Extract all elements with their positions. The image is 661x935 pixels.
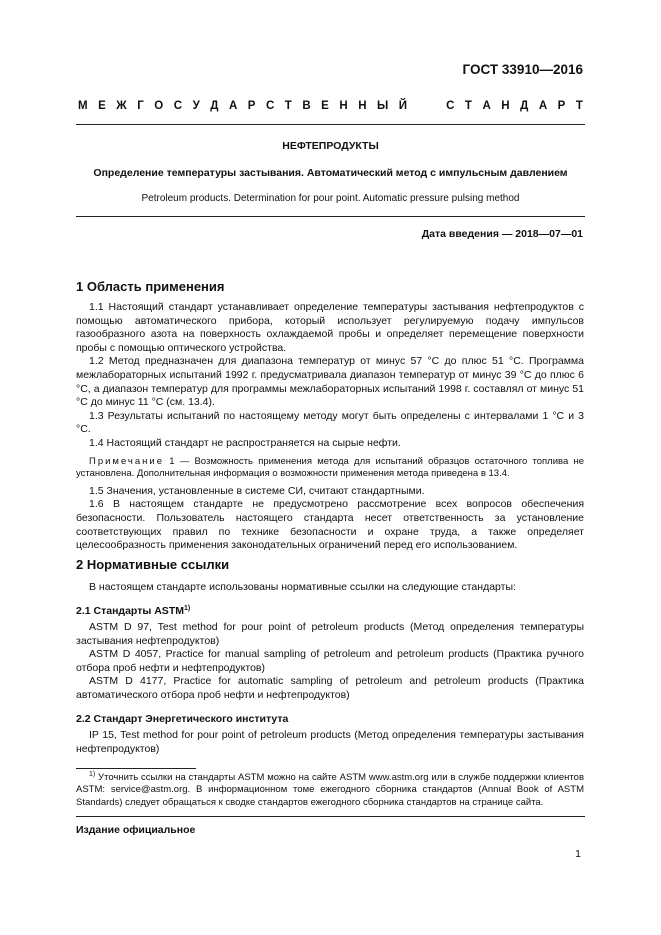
standard-banner (78, 100, 583, 112)
astm-ref-d97: ASTM D 97, Test method for pour point of petroleum products (Метод определения температуры застывания нефтепродуктов) (76, 621, 584, 647)
ip-ref-15: IP 15, Test method for pour point of petroleum products (Метод определения температуры застывания нефтепродуктов) (76, 729, 584, 755)
banner-letter: Т (464, 100, 472, 112)
paragraph-1-5: 1.5 Значения, установленные в системе СИ, считают стандартными. (89, 484, 425, 497)
footnote-ref: 1) (183, 605, 191, 612)
section-2-1-title: 2.1 Стандарты ASTM (76, 605, 184, 617)
banner-letter: В (302, 100, 311, 112)
banner-letter: Й (398, 100, 408, 112)
banner-letter: Д (210, 100, 219, 112)
banner-letter: Н (501, 100, 510, 112)
banner-letter: С (446, 100, 455, 112)
banner-letter: Н (339, 100, 348, 112)
banner-letter: У (192, 100, 200, 112)
banner-letter: О (154, 100, 164, 112)
banner-letter: Г (137, 100, 144, 112)
official-edition-label: Издание официальное (76, 824, 196, 836)
section-2-intro-text: В настоящем стандарте использованы нормативные ссылки на следующие стандарты: (89, 581, 516, 593)
astm-ref-d4057: ASTM D 4057, Practice for manual sampling of petroleum and petroleum products (Практика ручного отбора проб нефти и нефтепродуктов) (76, 648, 584, 674)
section-2-2-heading: 2.2 Стандарт Энергетического института (76, 713, 289, 725)
banner-gap (418, 100, 436, 112)
section-2-intro (76, 581, 584, 595)
paragraph-1-4: 1.4 Настоящий стандарт не распространяется на сырые нефти. (89, 436, 401, 449)
paragraph-1-1: 1.1 Настоящий стандарт устанавливает определение температуры застывания нефтепродуктов с помощью автоматического прибора, который использует регулируемую подачу импульсов газообразного азота на поверхность охлаждаемой пробы и определяет перемещение поверхности пробы с помощью оптического устройства. (76, 301, 584, 354)
footnote-divider (76, 768, 196, 769)
footnote-mark: 1) (89, 771, 96, 778)
banner-letter: Т (575, 100, 583, 112)
section-2-heading: 2 Нормативные ссылки (76, 557, 230, 572)
banner-letter: Д (520, 100, 529, 112)
banner-letter: Е (98, 100, 106, 112)
banner-letter: Е (321, 100, 329, 112)
banner-letter: Н (358, 100, 367, 112)
page-number: 1 (575, 848, 581, 860)
paragraph-1-2: 1.2 Метод предназначен для диапазона температур от минус 57 °С до плюс 51 °С. Программа межлабораторных испытаний 1992 г. предусматривала диапазон температур от минус 39 °С до плюс 6 °С, а диапазон температур для программы межлабораторных испытаний 1998 г. составлял от минус 51 °С до минус 11 °С (см. 13.4). (76, 355, 584, 409)
paragraph-1-6: 1.6 В настоящем стандарте не предусмотрено рассмотрение всех вопросов обеспечения безопасности. Пользователь настоящего стандарта несет ответственность за установление соответствующих правил по технике безопасности и охране труда, а также определяет целесообразность применения законодательных ограничений перед его использованием. (76, 498, 584, 552)
doc-subtitle-ru: Определение температуры застывания. Автоматический метод с импульсным давлением (93, 167, 568, 179)
banner-letter: А (228, 100, 238, 112)
banner-letter: Ы (377, 100, 389, 112)
section-2-1-heading (76, 605, 190, 617)
banner-letter: М (78, 100, 88, 112)
banner-letter: А (538, 100, 548, 112)
section-2-1-body (76, 621, 584, 703)
banner-letter: Р (247, 100, 256, 112)
paragraph-1-3: 1.3 Результаты испытаний по настоящему методу могут быть определены с интервалами 1 °С и 3 °С. (76, 409, 584, 436)
banner-letter: Ж (116, 100, 127, 112)
divider (76, 216, 585, 217)
note-1 (76, 456, 584, 481)
divider (76, 816, 585, 817)
section-1-heading: 1 Область применения (76, 279, 225, 294)
doc-number: ГОСТ 33910—2016 (462, 62, 583, 77)
footnote-text: Уточнить ссылки на стандарты ASTM можно на сайте ASTM www.astm.org или в службе поддержки клиентов ASTM: service@astm.org. В информационном томе ежегодного сборника стандартов (Annual Book of ASTM Standards) следует обращаться к сводке стандартов ежегодного сборника стандартов на странице сайта. (76, 772, 584, 808)
astm-ref-d4177: ASTM D 4177, Practice for automatic sampling of petroleum and petroleum products (Практика автоматического отбора проб нефти и нефтепродуктов) (76, 675, 584, 701)
section-2-2-body (76, 729, 584, 756)
doc-subtitle-en: Petroleum products. Determination for pour point. Automatic pressure pulsing method (141, 193, 520, 204)
footnote (76, 772, 584, 809)
divider (76, 124, 585, 125)
intro-date: Дата введения — 2018—07—01 (421, 228, 583, 240)
banner-letter: С (265, 100, 275, 112)
banner-letter: Р (557, 100, 566, 112)
section-1-body (76, 301, 584, 553)
doc-title: НЕФТЕПРОДУКТЫ (282, 140, 379, 152)
note-label: Примечание (89, 455, 164, 467)
banner-letter: Т (284, 100, 292, 112)
banner-letter: С (173, 100, 183, 112)
note-text: 1 — Возможность применения метода для испытаний образцов остаточного топлива не установлена. Дополнительная информация о возможности применения метода приведена в 13.4. (76, 455, 584, 480)
banner-letter: А (482, 100, 491, 112)
